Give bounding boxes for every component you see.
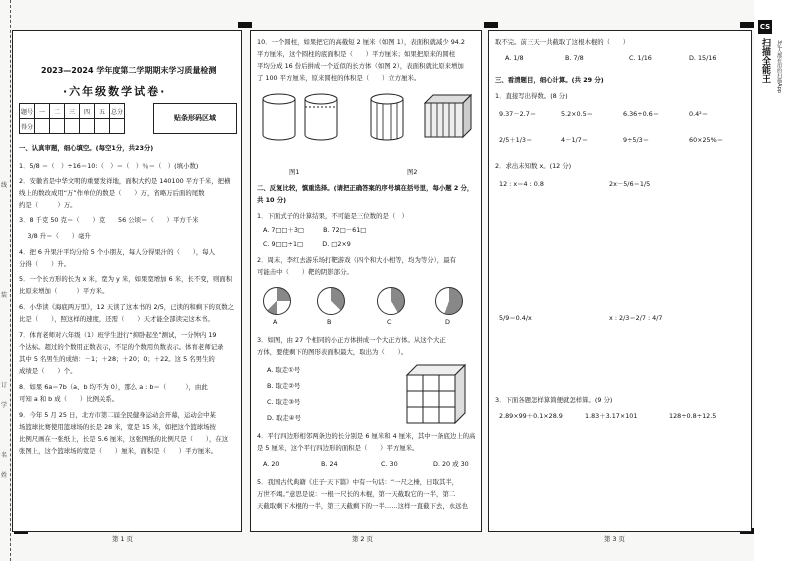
question-line: 2．安徽省是中华文明的重要发祥地，面积大约是 140100 平方千米，把横 bbox=[19, 177, 231, 185]
choice-line: C. 30 bbox=[381, 460, 398, 468]
calc-item: 2/5＋1/3＝ bbox=[499, 136, 533, 144]
edge-label: 线 bbox=[1, 182, 8, 189]
page-number: 第 3 页 bbox=[604, 535, 625, 543]
cylinder-figures bbox=[257, 91, 477, 167]
calc-item: 2.89×99＋0.1×28.9 bbox=[499, 412, 563, 420]
score-header: 三 bbox=[65, 104, 80, 119]
question-line: 1．直接写出得数。(8 分) bbox=[495, 92, 568, 100]
choice-line: C. 9□□÷1□ D. □2×9 bbox=[263, 240, 351, 248]
section-heading: 二、反复比较，慎重选择。(请把正确答案的序号填在括号里，每小题 2 分， bbox=[257, 184, 474, 192]
question-line: 6．小华读《海底两万里》，12 天读了这本书的 2/5，已读的和剩下的页数之 bbox=[19, 303, 235, 311]
question-line: 5．我国古代典籍《庄子·天下篇》中有一句话：“一尺之棰，日取其半， bbox=[257, 478, 459, 486]
question-line: 1．下面式子的计算结果，不可能是三位数的是（ ） bbox=[257, 212, 409, 220]
equation: x : 2/3＝2/7 : 4/7 bbox=[609, 314, 663, 322]
question-line: 4．把 6 升果汁平均分给 5 个小朋友，每人分得果汁的（ ），每人 bbox=[19, 248, 216, 256]
page-column-3 bbox=[488, 30, 752, 532]
question-line: 可知 a 和 b 成（ ）比例关系。 bbox=[19, 395, 119, 403]
question-line: 3．如图，由 27 个相同的小正方体拼成一个大正方体。从这个大正 bbox=[257, 336, 446, 344]
question-line: 3．下面各题怎样算简便就怎样算。(9 分) bbox=[495, 396, 613, 404]
choice-line: D. 取走④号 bbox=[267, 414, 301, 422]
equation: 12 : x＝4 : 0.8 bbox=[499, 180, 544, 188]
question-line: 比是（ ），照这样的速度，还需（ ）天才能全部读完这本书。 bbox=[19, 315, 214, 323]
score-cell[interactable] bbox=[35, 119, 50, 134]
exam-title: 2023—2024 学年度第二学期期末学习质量检测 bbox=[41, 66, 217, 75]
question-line: 方体，要使剩下的图形表面积最大，取出为（ ）。 bbox=[257, 348, 408, 356]
figure-caption: 图1 bbox=[289, 168, 300, 176]
option-label: C bbox=[387, 318, 392, 326]
equation: 2x－5/6＝1/5 bbox=[609, 180, 651, 188]
question-line: 成绩是（ ）个。 bbox=[19, 367, 77, 375]
cylinder-sectors bbox=[371, 94, 403, 140]
section-heading: 三、看清题目，细心计算。(共 29 分) bbox=[495, 76, 604, 84]
question-line: 1．5/8 ＝（ ）÷16＝10:（ ）＝（ ）％＝（ ）(填小数) bbox=[19, 162, 199, 170]
question-line: 了 100 平方厘米，原来圆柱的体积是（ ）立方厘米。 bbox=[257, 74, 421, 82]
question-line: 比原来增加（ ）平方米。 bbox=[19, 287, 109, 295]
page-number: 第 1 页 bbox=[112, 535, 133, 543]
figure-caption: 图2 bbox=[407, 168, 418, 176]
register-mark bbox=[740, 22, 754, 28]
equation: 5/9＝0.4/x bbox=[499, 314, 532, 322]
question-line: 张图上，这个篮球场的宽是（ ）厘米，面积是（ ）平方厘米。 bbox=[19, 447, 218, 455]
question-line: 其中 5 名男生的成绩：－1；＋28；＋20；0；＋22。这 5 名男生的 bbox=[19, 355, 215, 363]
page-number: 第 2 页 bbox=[352, 535, 373, 543]
scanner-logo-icon: CS bbox=[758, 20, 772, 34]
scanner-slogan: 3亿人都在用的扫描App bbox=[776, 40, 782, 93]
choice-line: D. 20 或 30 bbox=[433, 460, 469, 468]
question-line: 平方厘米，这个圆柱的底面积是（ ）平方厘米；如果把原来的圆柱 bbox=[257, 50, 456, 58]
binding-edge bbox=[0, 0, 11, 561]
choice-line: A. 7□□＋3□ B. 72□－61□ bbox=[263, 226, 367, 234]
page-column-1 bbox=[12, 30, 242, 532]
question-line: 万世不竭。”意思是说：一根一尺长的木棍，第一天截取它的一半，第二 bbox=[257, 490, 456, 498]
question-line: 约是（ ）万。 bbox=[19, 201, 77, 209]
choice-line: A. 20 bbox=[263, 460, 280, 468]
question-line: 分得（ ）升。 bbox=[19, 260, 71, 268]
question-line: 7．体育老师对六年级（1）班学生进行“抑卧起坐”测试，一分钟内 19 bbox=[19, 331, 217, 339]
calc-item: 9÷5/3＝ bbox=[623, 136, 650, 144]
register-mark bbox=[238, 22, 252, 28]
calc-item: 5.2×0.5＝ bbox=[561, 110, 594, 118]
option-label: B bbox=[327, 318, 332, 326]
cube-figure bbox=[401, 361, 471, 427]
score-cell[interactable] bbox=[95, 119, 110, 134]
cylinder-tall bbox=[305, 94, 337, 140]
target-c bbox=[377, 287, 405, 315]
choice-line: C. 1/16 bbox=[629, 54, 652, 62]
page-column-2 bbox=[250, 30, 482, 532]
question-line: 2．周末，李红去游乐场打靶游戏（四个和大小相等，均为等分），最有 bbox=[257, 256, 456, 264]
barcode-area: 贴条形码区域 bbox=[153, 103, 237, 134]
option-label: A bbox=[273, 318, 278, 326]
score-header: 四 bbox=[80, 104, 95, 119]
score-header: 总分 bbox=[110, 104, 125, 119]
question-line: 场篮球比赛使用篮球场的长是 28 米，宽是 15 米，如把这个篮球场按 bbox=[19, 423, 216, 431]
question-line: 天截取剩下木棍的一半，第三天截剩下的一半……这样一直截下去，永远也 bbox=[257, 502, 468, 510]
score-header: 二 bbox=[50, 104, 65, 119]
score-table bbox=[19, 103, 125, 134]
question-line: 可能击中（ ）靶的阴影部分。 bbox=[257, 268, 353, 276]
target-d bbox=[435, 287, 463, 315]
calc-item: 9.37－2.7＝ bbox=[499, 110, 537, 118]
question-line: 是 5 厘米，这个平行四边形的面积是（ ）平方厘米。 bbox=[257, 444, 419, 452]
edge-label: 订 bbox=[1, 382, 8, 389]
exam-subtitle: ·六年级数学试卷· bbox=[63, 85, 167, 98]
option-label: D bbox=[445, 318, 450, 326]
register-mark bbox=[484, 22, 498, 28]
question-line: 个达标。超过的个数用正数表示，不足的个数用负数表示。体育老师记录 bbox=[19, 343, 224, 351]
score-header: 一 bbox=[35, 104, 50, 119]
question-line: 9．今年 5 月 25 日，北方市第二届全民健身运动会开幕，运动会中某 bbox=[19, 411, 216, 419]
choice-line: D. 15/16 bbox=[689, 54, 717, 62]
calc-item: 0.4²＝ bbox=[689, 110, 709, 118]
calc-item: 4－1/7＝ bbox=[561, 136, 589, 144]
calc-item: 128÷0.8÷12.5 bbox=[669, 412, 717, 420]
question-line: 10．一个圆柱，如果把它的高截短 2 厘米（如图 1），表面积就减少 94.2 bbox=[257, 38, 465, 46]
section-heading: 一、认真审题，细心填空。(每空1分，共23分) bbox=[19, 144, 154, 152]
question-line: 5．一个长方形的长为 x 米，宽为 y 米，如果宽增加 6 米，长不变，则面积 bbox=[19, 275, 233, 283]
score-row-label: 得分 bbox=[20, 119, 35, 134]
calc-item: 6.36÷0.6＝ bbox=[623, 110, 660, 118]
target-b bbox=[317, 287, 345, 315]
score-cell[interactable] bbox=[110, 119, 125, 134]
choice-line: B. 7/8 bbox=[565, 54, 584, 62]
question-line: 4．平行四边形相邻两条边的长分别是 6 厘米和 4 厘米，其中一条底边上的高 bbox=[257, 432, 476, 440]
scanner-watermark bbox=[754, 0, 794, 561]
target-a bbox=[263, 287, 291, 315]
edge-label: 学 bbox=[1, 402, 8, 409]
score-cell[interactable] bbox=[65, 119, 80, 134]
choice-line: A. 取走①号 bbox=[267, 366, 301, 374]
choice-line: B. 取走②号 bbox=[267, 382, 301, 390]
choice-line: C. 取走③号 bbox=[267, 398, 301, 406]
question-line: 8．如果 6a＝7b（a、b 均不为 0），那么 a : b＝（ ），由此 bbox=[19, 383, 208, 391]
section-heading: 共 10 分) bbox=[257, 196, 287, 204]
calc-item: 1.83＋3.17×101 bbox=[585, 412, 638, 420]
score-cell[interactable] bbox=[80, 119, 95, 134]
question-line: 平均分成 16 份后拼成一个近似的长方体（如图 2），表面积就比原来增加 bbox=[257, 62, 464, 70]
scanner-brand: 扫描全能王 bbox=[760, 38, 770, 83]
cylinder-short bbox=[263, 94, 295, 140]
score-cell[interactable] bbox=[50, 119, 65, 134]
question-line: 3．8 千克 50 克＝（ ）克 56 公顷＝（ ）平方千米 bbox=[19, 216, 199, 224]
edge-label: 装 bbox=[1, 292, 8, 299]
question-line: 取不完。前三天一共截取了这根木棍的（ ） bbox=[495, 38, 630, 46]
edge-label: 姓 bbox=[1, 472, 8, 479]
score-header: 题号 bbox=[20, 104, 35, 119]
question-line: 3/8 升＝（ ）毫升 bbox=[19, 232, 91, 240]
question-line: 比例尺画在一张纸上，长是 5.6 厘米，这张图纸的比例尺是（ ），在这 bbox=[19, 435, 229, 443]
edge-label: 名 bbox=[1, 452, 8, 459]
choice-line: B. 24 bbox=[321, 460, 338, 468]
question-line: 线上的数改成用“万”作单位的数是（ ）万，省略万后面的尾数 bbox=[19, 189, 205, 197]
cuboid-approx bbox=[425, 95, 471, 137]
choice-line: A. 1/8 bbox=[505, 54, 524, 62]
question-line: 2．求出未知数 x。(12 分) bbox=[495, 162, 572, 170]
calc-item: 60×25%＝ bbox=[689, 136, 724, 144]
score-header: 五 bbox=[95, 104, 110, 119]
